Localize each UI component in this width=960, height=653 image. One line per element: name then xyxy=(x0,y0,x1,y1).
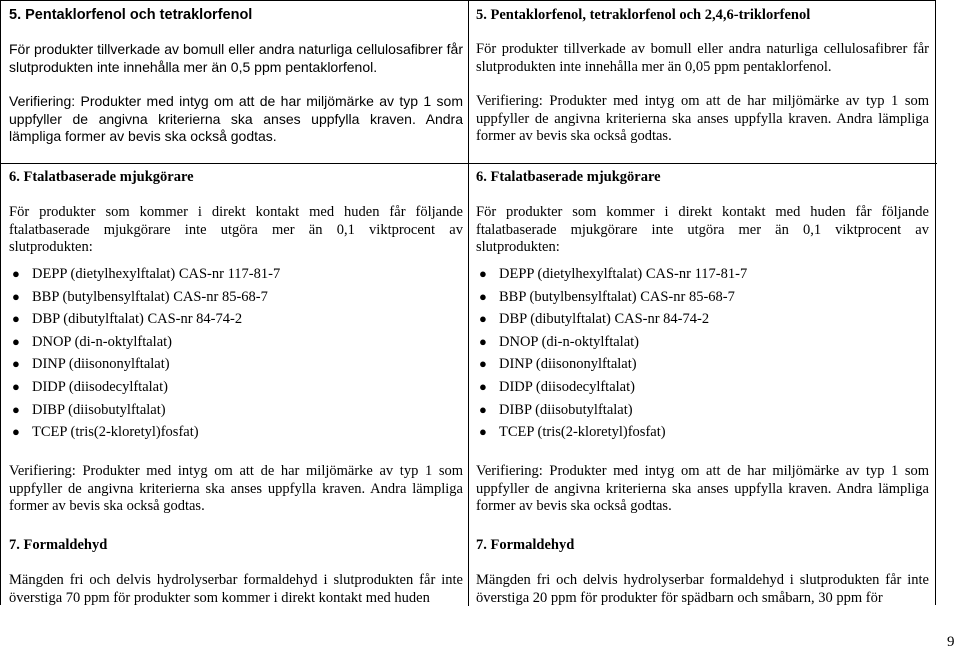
left-s5-heading: 5. Pentaklorfenol och tetraklorfenol xyxy=(9,7,253,23)
bullet-icon: ● xyxy=(12,401,20,417)
bullet-icon: ● xyxy=(12,311,20,327)
list-item: ● DNOP (di-n-oktylftalat) xyxy=(9,331,463,354)
right-phthalate-list xyxy=(476,263,929,444)
left-s5-verification xyxy=(9,93,463,146)
list-item: ● DNOP (di-n-oktylftalat) xyxy=(476,331,929,354)
left-s6-verif-label: Verifiering: xyxy=(9,463,76,479)
bullet-icon: ● xyxy=(479,401,487,417)
left-s7-text: Mängden fri och delvis hydrolyserbar formaldehyd i slutprodukten får inte överstiga 70 ppm för produkter som kommer i direkt kontakt med huden xyxy=(9,572,463,606)
right-s6-heading: 6. Ftalatbaserade mjukgörare xyxy=(476,169,661,185)
bullet-icon: ● xyxy=(12,424,20,440)
left-s6-verification xyxy=(9,463,463,516)
list-item: ● DIDP (diisodecylftalat) xyxy=(476,376,929,399)
right-s5-verif-text: Produkter med intyg om att de har miljömärke av typ 1 som uppfyller de angivna kriterierna ska anses uppfylla kraven. Andra lämpliga former av bevis ska också godtas. xyxy=(476,93,929,144)
list-item: ● DEPP (dietylhexylftalat) CAS-nr 117-81-7 xyxy=(9,263,463,286)
right-s7-heading: 7. Formaldehyd xyxy=(476,537,575,553)
bullet-icon: ● xyxy=(479,333,487,349)
right-column xyxy=(476,1,929,606)
bullet-icon: ● xyxy=(479,424,487,440)
list-item: ● DINP (diisononylftalat) xyxy=(9,353,463,376)
left-s5-text: För produkter tillverkade av bomull eller andra naturliga cellulosafibrer får slutprodukten inte innehålla mer än 0,5 ppm pentaklorfenol. xyxy=(9,41,463,75)
right-s6-text: För produkter som kommer i direkt kontakt med huden får följande ftalatbaserade mjukgörare inte utgöra mer än 0,1 viktprocent av slutprodukten: xyxy=(476,204,929,255)
bullet-icon: ● xyxy=(479,378,487,394)
left-phthalate-list xyxy=(9,263,463,444)
right-s5-verif-label: Verifiering: xyxy=(476,93,543,109)
left-column xyxy=(9,1,463,606)
left-s5-verif-label: Verifiering: xyxy=(9,93,76,109)
left-s6-verif-text: Produkter med intyg om att de har miljömärke av typ 1 som uppfyller de angivna kriterierna ska anses uppfylla kraven. Andra lämpliga former av bevis ska också godtas. xyxy=(9,463,463,514)
list-item: ● DIBP (diisobutylftalat) xyxy=(476,399,929,422)
left-s7-heading: 7. Formaldehyd xyxy=(9,537,108,553)
bullet-icon: ● xyxy=(12,378,20,394)
list-item: ● DBP (dibutylftalat) CAS-nr 84-74-2 xyxy=(476,308,929,331)
bullet-icon: ● xyxy=(12,266,20,281)
left-s6-text: För produkter som kommer i direkt kontakt med huden får följande ftalatbaserade mjukgörare inte utgöra mer än 0,1 viktprocent av slutprodukten: xyxy=(9,204,463,255)
list-item: ● DEPP (dietylhexylftalat) CAS-nr 117-81-7 xyxy=(476,263,929,286)
right-s6-verif-label: Verifiering: xyxy=(476,463,543,479)
list-item: ● BBP (butylbensylftalat) CAS-nr 85-68-7 xyxy=(476,286,929,309)
bullet-icon: ● xyxy=(479,356,487,372)
bullet-icon: ● xyxy=(12,288,20,304)
bullet-icon: ● xyxy=(12,333,20,349)
bullet-icon: ● xyxy=(12,356,20,372)
right-s5-text: För produkter tillverkade av bomull eller andra naturliga cellulosafibrer får slutprodukten inte innehålla mer än 0,05 ppm pentaklorfenol. xyxy=(476,41,929,75)
right-s7-text: Mängden fri och delvis hydrolyserbar formaldehyd i slutprodukten får inte överstiga 20 ppm för produkter för spädbarn och småbarn, 30 ppm för xyxy=(476,572,929,606)
list-item: ● DIDP (diisodecylftalat) xyxy=(9,376,463,399)
list-item: ● DBP (dibutylftalat) CAS-nr 84-74-2 xyxy=(9,308,463,331)
list-item: ● BBP (butylbensylftalat) CAS-nr 85-68-7 xyxy=(9,286,463,309)
bullet-icon: ● xyxy=(479,311,487,327)
bullet-icon: ● xyxy=(479,266,487,281)
column-divider xyxy=(468,1,469,606)
list-item: ● TCEP (tris(2-kloretyl)fosfat) xyxy=(476,421,929,444)
right-s6-verif-text: Produkter med intyg om att de har miljömärke av typ 1 som uppfyller de angivna kriterierna ska anses uppfylla kraven. Andra lämpliga former av bevis ska också godtas. xyxy=(476,463,929,514)
right-s6-verification xyxy=(476,463,929,516)
left-s5-verif-text: Produkter med intyg om att de har miljömärke av typ 1 som uppfyller de angivna kriterierna ska anses uppfylla kraven. Andra lämpliga former av bevis ska också godtas. xyxy=(9,93,463,144)
page-number: 9 xyxy=(947,634,955,650)
right-s5-heading: 5. Pentaklorfenol, tetraklorfenol och 2,4,6-triklorfenol xyxy=(476,7,811,23)
right-s5-verification xyxy=(476,93,929,146)
left-s6-heading: 6. Ftalatbaserade mjukgörare xyxy=(9,169,194,185)
list-item: ● DIBP (diisobutylftalat) xyxy=(9,399,463,422)
list-item: ● DINP (diisononylftalat) xyxy=(476,353,929,376)
bullet-icon: ● xyxy=(479,288,487,304)
list-item: ● TCEP (tris(2-kloretyl)fosfat) xyxy=(9,421,463,444)
